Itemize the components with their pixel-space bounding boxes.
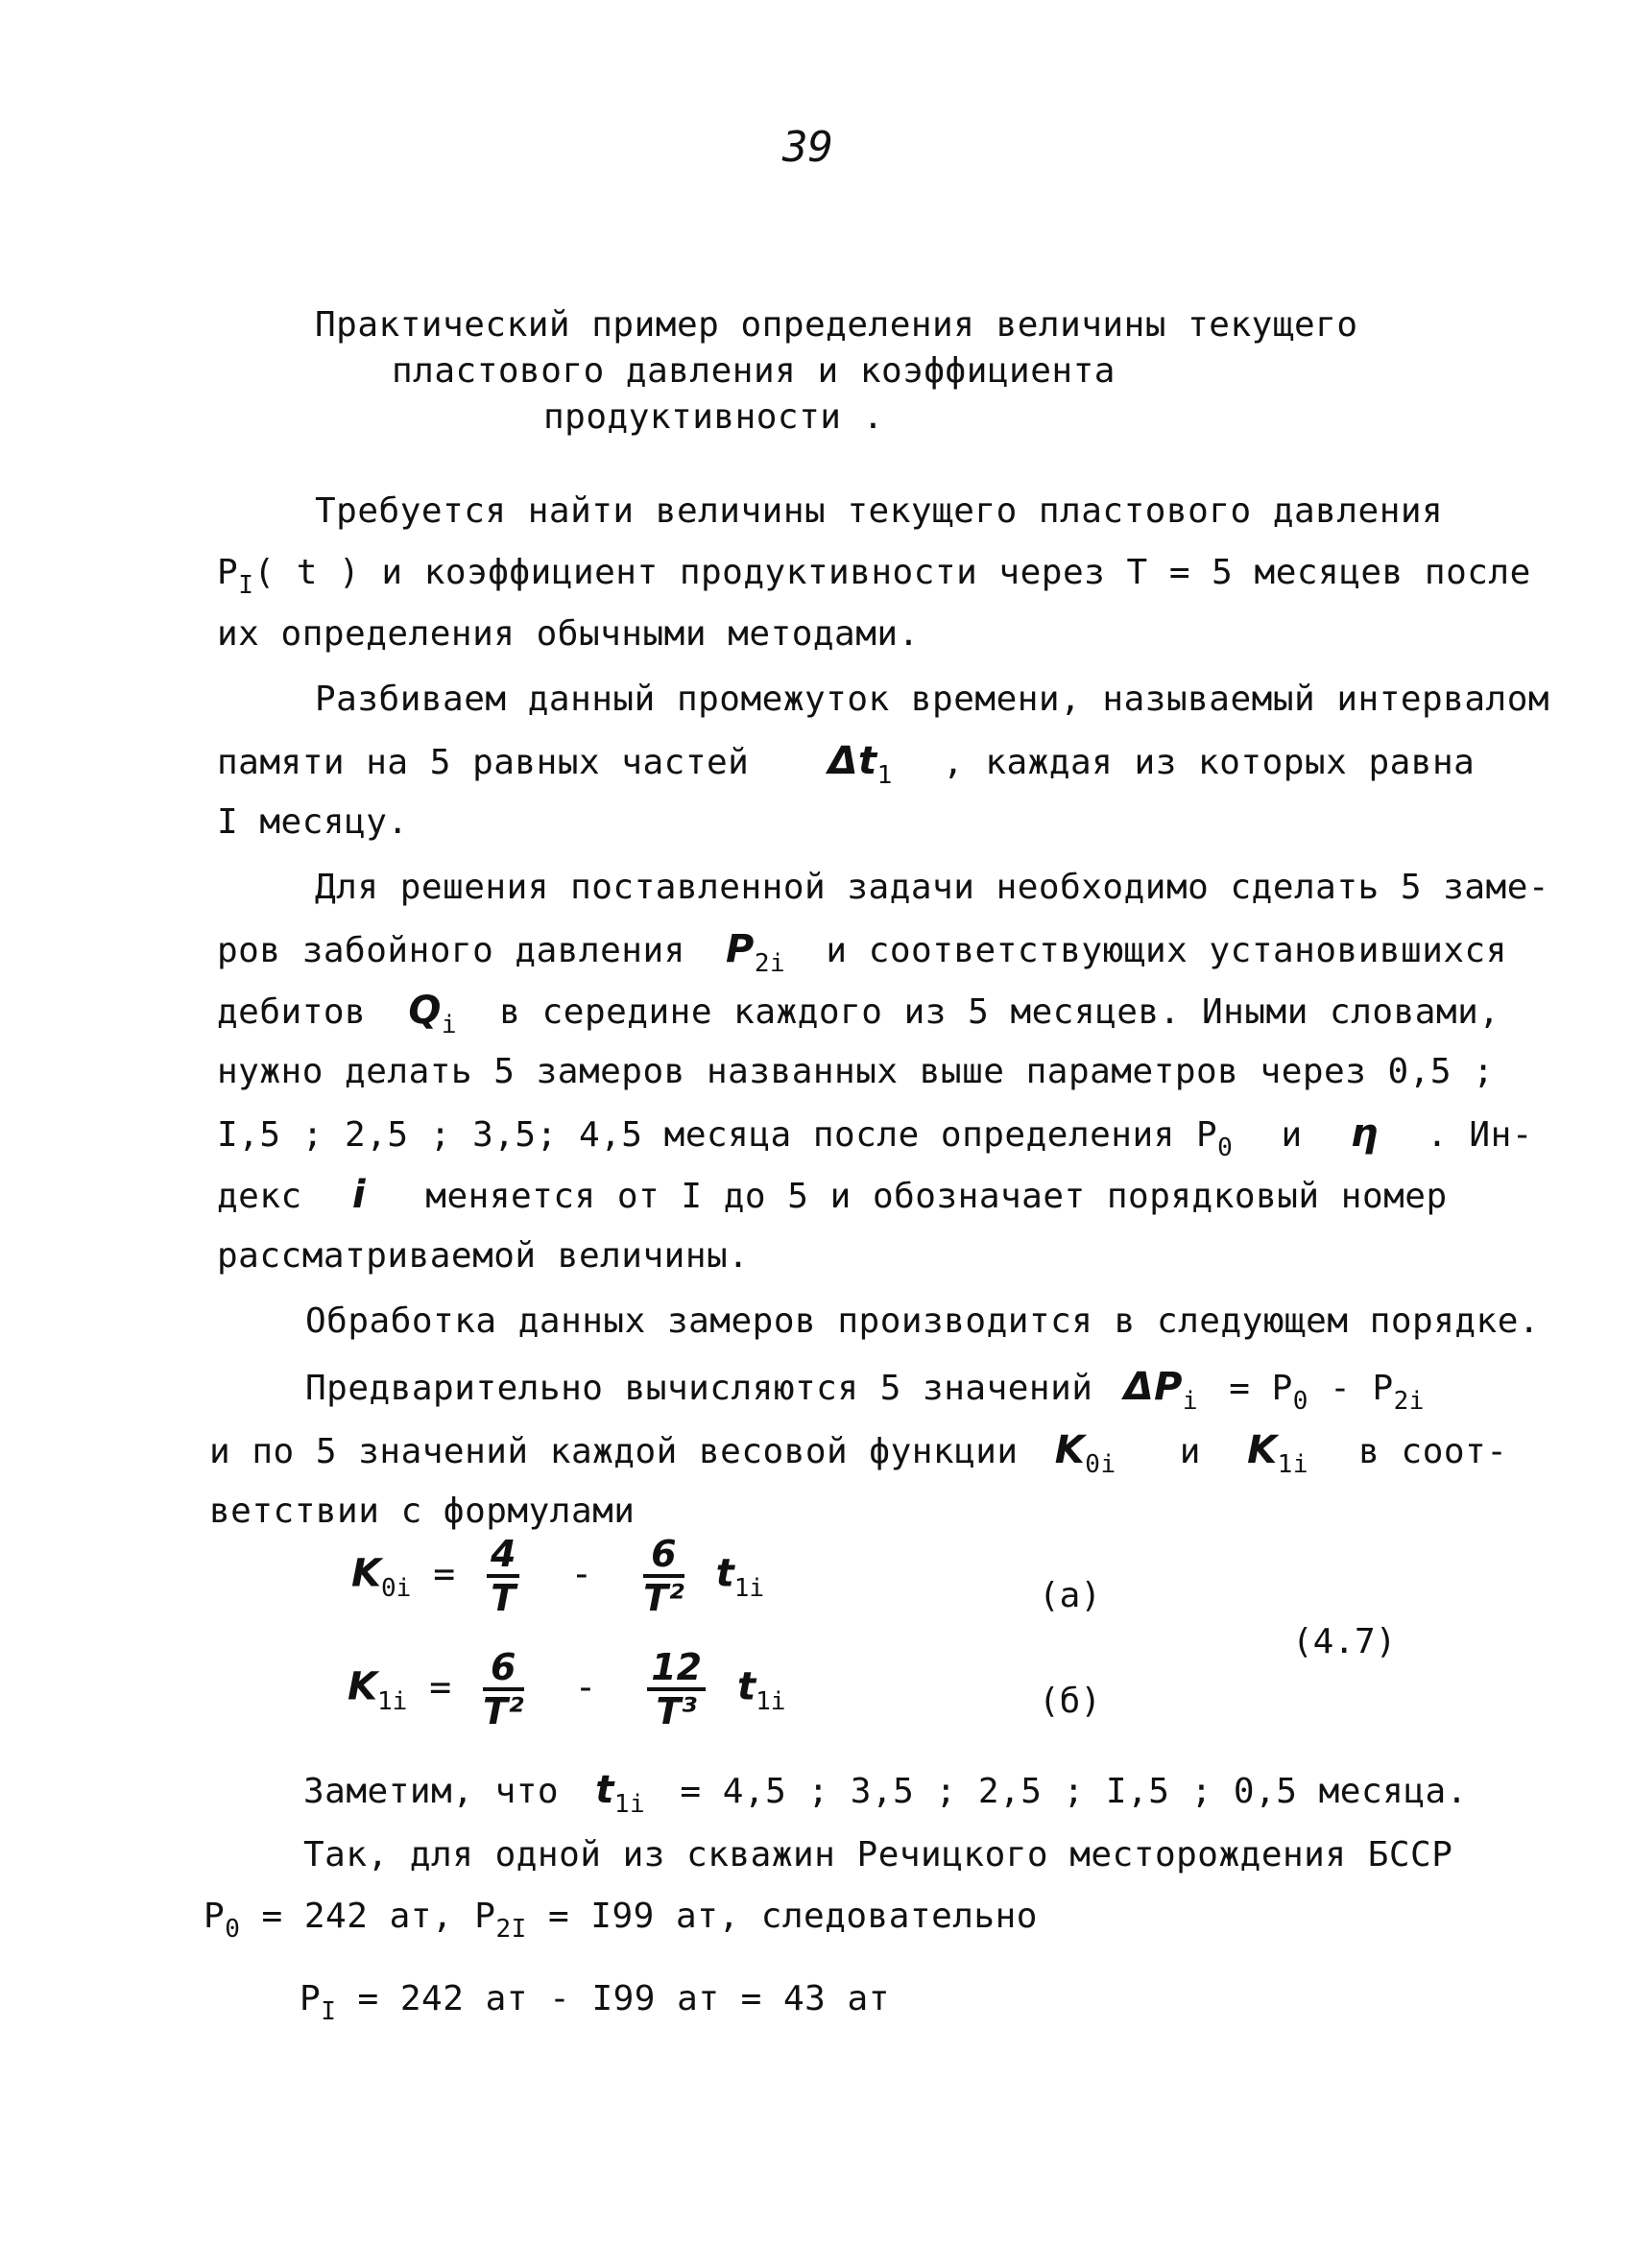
paragraph-5-line-3: ветствии с формулами [209,1492,636,1531]
qi-symbol: Q [408,989,442,1033]
formula-b-label: (б) [1039,1682,1102,1721]
formula-a: $K_{0i}$ = $\frac{4}{T}$ - $\frac{6}{\text{T²}}$ $t_{1i}$ [351,1533,765,1619]
t1i-symbol: t [595,1768,614,1812]
fraction-a2: $\frac{6}{\text{T²}}$ [643,1533,684,1619]
paragraph-3-line-5: I,5 ; 2,5 ; 3,5; 4,5 месяца после определения $P_0$ и η . Ин- [217,1111,1533,1162]
paragraph-7-line-3: $P_I = 242$ ат - I99 ат = 43 ат [300,1979,890,2026]
paragraph-5-line-2: и по 5 значений каждой весовой функции $K_{0i}$ и $K_{1i}$ в соот- [209,1428,1508,1479]
heading-line-3: продуктивности . [543,397,884,437]
paragraph-2-line-3: I месяцу. [217,802,409,842]
k1i-symbol: K [1247,1428,1278,1472]
paragraph-1-line-3: их определения обычными методами. [217,614,920,654]
paragraph-2-line-1: Разбиваем данный промежуток времени, называемый интервалом [315,680,1550,719]
formula-b: $K_{1i}$ = $\frac{6}{\text{T²}}$ - $\frac{12}{\text{T³}}$ $t_{1i}$ [348,1646,786,1732]
fraction-b1: $\frac{6}{\text{T²}}$ [482,1646,524,1732]
eta-symbol: η [1350,1111,1379,1156]
delta-t-symbol: Δt [828,739,877,783]
paragraph-3-line-2: ров забойного давления $P_{2i}$ и соответствующих установившихся [217,927,1507,978]
page-number: 39 [782,123,833,172]
paragraph-7-line-2: $P_0 = 242$ ат, $P_{2I} = I99$ ат, следовательно [204,1897,1038,1944]
fraction-b2: $\frac{12}{\text{T³}}$ [647,1647,706,1731]
p2i-symbol: P [726,927,755,971]
paragraph-6-line-1: Заметим, что $t_{1i} = 4,5$ ; 3,5 ; 2,5 ; I,5 ; 0,5 месяца. [303,1768,1468,1819]
fraction-a1: $\frac{4}{T}$ [487,1534,519,1618]
paragraph-5-line-1: Предварительно вычисляются 5 значений $\Delta P_i = P_0 - P_{2i}$ [305,1365,1425,1416]
paragraph-3-line-6: декс i меняется от I до 5 и обозначает порядковый номер [217,1173,1448,1217]
paragraph-2-line-2: памяти на 5 равных частей $\Delta t_1$ , каждая из которых равна [217,739,1476,790]
paragraph-7-line-1: Так, для одной из скважин Речицкого месторождения БССР [303,1835,1453,1874]
delta-p-symbol: ΔP [1123,1365,1183,1409]
paragraph-4-line-1: Обработка данных замеров производится в следующем порядке. [305,1301,1541,1341]
k0i-symbol: K [1054,1428,1086,1472]
formula-a-label: (a) [1039,1576,1102,1615]
heading-line-2: пластового давления и коэффициента [392,351,1116,391]
heading-line-1: Практический пример определения величины текущего [315,305,1358,345]
paragraph-1-line-2: $P_I$( t ) и коэффициент продуктивности через T = 5 месяцев после [217,553,1531,600]
formula-group-label: (4.7) [1292,1622,1397,1661]
paragraph-1-line-1: Требуется найти величины текущего пластового давления [315,491,1444,531]
paragraph-3-line-1: Для решения поставленной задачи необходимо сделать 5 заме- [315,868,1550,907]
paragraph-3-line-3: дебитов $Q_i$ в середине каждого из 5 месяцев. Иными словами, [217,989,1500,1039]
index-i-symbol: i [351,1173,367,1217]
paragraph-3-line-7: рассматриваемой величины. [217,1236,750,1276]
paragraph-3-line-4: нужно делать 5 замеров названных выше параметров через 0,5 ; [217,1052,1495,1091]
